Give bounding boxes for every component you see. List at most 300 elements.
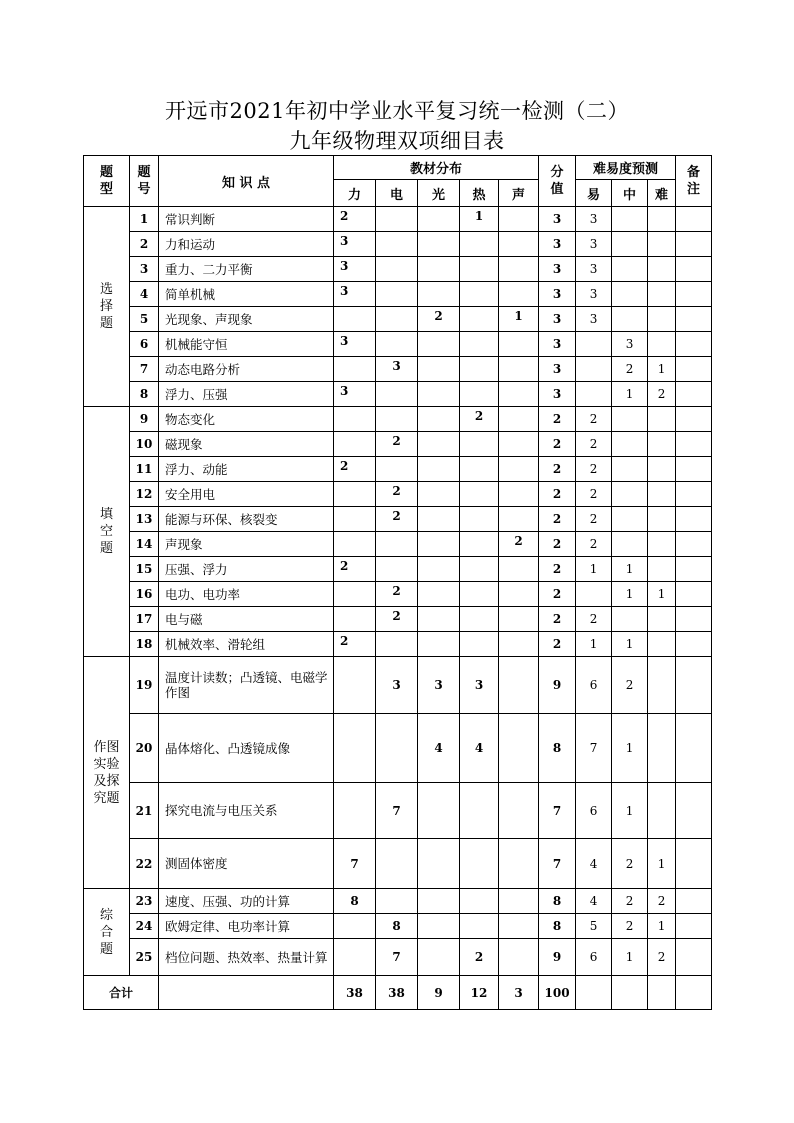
cell-score: 2 bbox=[539, 482, 576, 507]
cell-electric: 2 bbox=[376, 432, 418, 457]
table-row bbox=[84, 207, 712, 232]
cell-force: 2 bbox=[334, 207, 376, 232]
cell-score: 8 bbox=[539, 714, 576, 783]
cell-sound bbox=[499, 914, 539, 939]
header-sound: 声 bbox=[499, 180, 539, 207]
cell-hard bbox=[648, 607, 676, 632]
cell-force: 3 bbox=[334, 232, 376, 257]
cell-sound bbox=[499, 657, 539, 714]
table-row bbox=[84, 914, 712, 939]
cell-medium bbox=[612, 307, 648, 332]
cell-easy: 3 bbox=[576, 207, 612, 232]
cell-easy: 4 bbox=[576, 839, 612, 889]
cell-force bbox=[334, 939, 376, 976]
cell-easy bbox=[576, 332, 612, 357]
question-number: 3 bbox=[130, 257, 159, 282]
cell-heat bbox=[460, 914, 499, 939]
question-number: 20 bbox=[130, 714, 159, 783]
cell-electric: 2 bbox=[376, 482, 418, 507]
cell-sound bbox=[499, 632, 539, 657]
header-material: 教材分布 bbox=[334, 156, 539, 180]
question-number: 4 bbox=[130, 282, 159, 307]
cell-sound bbox=[499, 357, 539, 382]
cell-notes bbox=[676, 889, 712, 914]
cell-score: 2 bbox=[539, 407, 576, 432]
cell-force bbox=[334, 357, 376, 382]
cell-sound: 1 bbox=[499, 307, 539, 332]
question-number: 21 bbox=[130, 783, 159, 839]
cell-easy: 6 bbox=[576, 783, 612, 839]
cell-hard bbox=[648, 532, 676, 557]
cell-sound bbox=[499, 382, 539, 407]
total-blank bbox=[612, 976, 648, 1010]
cell-light bbox=[418, 257, 460, 282]
question-number: 9 bbox=[130, 407, 159, 432]
cell-easy bbox=[576, 357, 612, 382]
cell-sound bbox=[499, 332, 539, 357]
cell-medium: 1 bbox=[612, 582, 648, 607]
cell-easy: 4 bbox=[576, 889, 612, 914]
cell-hard: 1 bbox=[648, 357, 676, 382]
cell-light bbox=[418, 632, 460, 657]
header-number: 题 号 bbox=[130, 156, 159, 207]
cell-heat bbox=[460, 282, 499, 307]
cell-score: 9 bbox=[539, 657, 576, 714]
cell-notes bbox=[676, 839, 712, 889]
cell-heat bbox=[460, 307, 499, 332]
cell-heat bbox=[460, 532, 499, 557]
question-number: 2 bbox=[130, 232, 159, 257]
table-row bbox=[84, 332, 712, 357]
cell-sound bbox=[499, 482, 539, 507]
question-number: 17 bbox=[130, 607, 159, 632]
cell-hard bbox=[648, 282, 676, 307]
cell-electric: 2 bbox=[376, 607, 418, 632]
cell-medium: 2 bbox=[612, 914, 648, 939]
cell-notes bbox=[676, 432, 712, 457]
document-title: 开远市2021年初中学业水平复习统一检测（二） bbox=[165, 99, 629, 123]
knowledge-topic: 探究电流与电压关系 bbox=[159, 783, 334, 839]
cell-notes bbox=[676, 357, 712, 382]
question-number: 6 bbox=[130, 332, 159, 357]
cell-electric bbox=[376, 714, 418, 783]
header-easy: 易 bbox=[576, 180, 612, 207]
cell-light bbox=[418, 207, 460, 232]
knowledge-topic: 压强、浮力 bbox=[159, 557, 334, 582]
cell-hard bbox=[648, 657, 676, 714]
cell-hard bbox=[648, 207, 676, 232]
cell-force bbox=[334, 582, 376, 607]
cell-light bbox=[418, 839, 460, 889]
table-row bbox=[84, 432, 712, 457]
knowledge-topic: 浮力、动能 bbox=[159, 457, 334, 482]
question-number: 13 bbox=[130, 507, 159, 532]
cell-score: 2 bbox=[539, 507, 576, 532]
table-row bbox=[84, 557, 712, 582]
cell-force: 7 bbox=[334, 839, 376, 889]
knowledge-topic: 物态变化 bbox=[159, 407, 334, 432]
cell-light bbox=[418, 357, 460, 382]
total-knowledge-blank bbox=[159, 976, 334, 1010]
cell-medium bbox=[612, 207, 648, 232]
total-blank bbox=[576, 976, 612, 1010]
cell-hard bbox=[648, 557, 676, 582]
cell-medium: 1 bbox=[612, 382, 648, 407]
cell-medium: 1 bbox=[612, 714, 648, 783]
category-comprehensive: 综 合 题 bbox=[84, 889, 130, 976]
cell-notes bbox=[676, 407, 712, 432]
cell-heat: 4 bbox=[460, 714, 499, 783]
cell-sound bbox=[499, 783, 539, 839]
cell-force: 2 bbox=[334, 457, 376, 482]
table-row bbox=[84, 657, 712, 714]
cell-heat bbox=[460, 632, 499, 657]
cell-electric bbox=[376, 257, 418, 282]
question-number: 8 bbox=[130, 382, 159, 407]
question-number: 23 bbox=[130, 889, 159, 914]
cell-medium bbox=[612, 482, 648, 507]
knowledge-topic: 能源与环保、核裂变 bbox=[159, 507, 334, 532]
question-number: 16 bbox=[130, 582, 159, 607]
cell-notes bbox=[676, 714, 712, 783]
table-row bbox=[84, 582, 712, 607]
cell-heat: 1 bbox=[460, 207, 499, 232]
cell-medium: 2 bbox=[612, 889, 648, 914]
cell-hard bbox=[648, 257, 676, 282]
cell-easy: 2 bbox=[576, 482, 612, 507]
cell-electric: 8 bbox=[376, 914, 418, 939]
total-blank bbox=[648, 976, 676, 1010]
question-number: 7 bbox=[130, 357, 159, 382]
cell-hard: 2 bbox=[648, 382, 676, 407]
cell-easy: 2 bbox=[576, 457, 612, 482]
cell-score: 3 bbox=[539, 282, 576, 307]
question-number: 5 bbox=[130, 307, 159, 332]
cell-score: 2 bbox=[539, 532, 576, 557]
cell-hard: 1 bbox=[648, 914, 676, 939]
cell-heat bbox=[460, 783, 499, 839]
knowledge-topic: 声现象 bbox=[159, 532, 334, 557]
cell-electric bbox=[376, 632, 418, 657]
cell-electric bbox=[376, 557, 418, 582]
cell-notes bbox=[676, 382, 712, 407]
cell-medium: 1 bbox=[612, 783, 648, 839]
cell-sound bbox=[499, 714, 539, 783]
cell-easy: 3 bbox=[576, 232, 612, 257]
cell-light bbox=[418, 507, 460, 532]
table-row bbox=[84, 407, 712, 432]
cell-electric: 3 bbox=[376, 657, 418, 714]
cell-notes bbox=[676, 282, 712, 307]
cell-score: 2 bbox=[539, 632, 576, 657]
cell-heat bbox=[460, 482, 499, 507]
header-difficulty: 难易度预测 bbox=[576, 156, 676, 180]
cell-easy: 1 bbox=[576, 632, 612, 657]
cell-hard: 1 bbox=[648, 582, 676, 607]
cell-easy: 2 bbox=[576, 532, 612, 557]
question-number: 11 bbox=[130, 457, 159, 482]
cell-electric bbox=[376, 382, 418, 407]
cell-score: 3 bbox=[539, 307, 576, 332]
cell-electric: 7 bbox=[376, 939, 418, 976]
cell-sound bbox=[499, 839, 539, 889]
cell-electric bbox=[376, 307, 418, 332]
knowledge-topic: 电功、电功率 bbox=[159, 582, 334, 607]
cell-force bbox=[334, 307, 376, 332]
cell-force bbox=[334, 607, 376, 632]
knowledge-topic: 档位问题、热效率、热量计算 bbox=[159, 939, 334, 976]
knowledge-topic: 速度、压强、功的计算 bbox=[159, 889, 334, 914]
cell-score: 2 bbox=[539, 432, 576, 457]
cell-light: 4 bbox=[418, 714, 460, 783]
header-light: 光 bbox=[418, 180, 460, 207]
cell-medium: 1 bbox=[612, 557, 648, 582]
cell-score: 3 bbox=[539, 357, 576, 382]
cell-notes bbox=[676, 657, 712, 714]
cell-force bbox=[334, 914, 376, 939]
cell-light bbox=[418, 382, 460, 407]
cell-light bbox=[418, 332, 460, 357]
total-sound: 3 bbox=[499, 976, 539, 1010]
table-row bbox=[84, 783, 712, 839]
cell-hard bbox=[648, 332, 676, 357]
question-number: 25 bbox=[130, 939, 159, 976]
category-experiment: 作图 实验 及探 究题 bbox=[84, 657, 130, 889]
cell-heat: 2 bbox=[460, 939, 499, 976]
cell-sound bbox=[499, 407, 539, 432]
cell-heat bbox=[460, 432, 499, 457]
total-label: 合计 bbox=[84, 976, 159, 1010]
table-row bbox=[84, 382, 712, 407]
category-choice: 选 择 题 bbox=[84, 207, 130, 407]
cell-easy: 5 bbox=[576, 914, 612, 939]
cell-notes bbox=[676, 783, 712, 839]
cell-notes bbox=[676, 257, 712, 282]
cell-sound bbox=[499, 232, 539, 257]
total-electric: 38 bbox=[376, 976, 418, 1010]
cell-notes bbox=[676, 607, 712, 632]
cell-sound: 2 bbox=[499, 532, 539, 557]
document-subtitle: 九年级物理双项细目表 bbox=[289, 129, 505, 153]
cell-light bbox=[418, 582, 460, 607]
cell-easy: 3 bbox=[576, 307, 612, 332]
cell-electric: 3 bbox=[376, 357, 418, 382]
knowledge-topic: 机械效率、滑轮组 bbox=[159, 632, 334, 657]
cell-notes bbox=[676, 582, 712, 607]
total-row bbox=[84, 976, 712, 1010]
cell-notes bbox=[676, 507, 712, 532]
knowledge-topic: 浮力、压强 bbox=[159, 382, 334, 407]
header-knowledge: 知 识 点 bbox=[159, 156, 334, 207]
header-electric: 电 bbox=[376, 180, 418, 207]
cell-light bbox=[418, 457, 460, 482]
cell-sound bbox=[499, 889, 539, 914]
cell-score: 9 bbox=[539, 939, 576, 976]
cell-score: 8 bbox=[539, 914, 576, 939]
question-number: 24 bbox=[130, 914, 159, 939]
cell-heat: 2 bbox=[460, 407, 499, 432]
knowledge-topic: 简单机械 bbox=[159, 282, 334, 307]
cell-hard bbox=[648, 232, 676, 257]
cell-notes bbox=[676, 232, 712, 257]
cell-hard bbox=[648, 714, 676, 783]
cell-easy: 3 bbox=[576, 257, 612, 282]
cell-easy bbox=[576, 582, 612, 607]
cell-score: 2 bbox=[539, 607, 576, 632]
cell-force bbox=[334, 714, 376, 783]
total-heat: 12 bbox=[460, 976, 499, 1010]
knowledge-topic: 欧姆定律、电功率计算 bbox=[159, 914, 334, 939]
question-number: 19 bbox=[130, 657, 159, 714]
knowledge-topic: 光现象、声现象 bbox=[159, 307, 334, 332]
cell-medium: 2 bbox=[612, 357, 648, 382]
cell-heat bbox=[460, 382, 499, 407]
cell-hard bbox=[648, 507, 676, 532]
cell-notes bbox=[676, 914, 712, 939]
cell-electric bbox=[376, 839, 418, 889]
cell-light bbox=[418, 783, 460, 839]
cell-force bbox=[334, 482, 376, 507]
table-row bbox=[84, 507, 712, 532]
total-light: 9 bbox=[418, 976, 460, 1010]
cell-notes bbox=[676, 557, 712, 582]
cell-force: 3 bbox=[334, 382, 376, 407]
table-row bbox=[84, 839, 712, 889]
question-number: 12 bbox=[130, 482, 159, 507]
cell-score: 3 bbox=[539, 382, 576, 407]
knowledge-topic: 动态电路分析 bbox=[159, 357, 334, 382]
cell-medium: 2 bbox=[612, 657, 648, 714]
cell-medium bbox=[612, 257, 648, 282]
knowledge-topic: 晶体熔化、凸透镜成像 bbox=[159, 714, 334, 783]
cell-force: 3 bbox=[334, 282, 376, 307]
cell-heat bbox=[460, 257, 499, 282]
cell-sound bbox=[499, 257, 539, 282]
cell-notes bbox=[676, 939, 712, 976]
header-force: 力 bbox=[334, 180, 376, 207]
cell-hard bbox=[648, 457, 676, 482]
cell-hard: 2 bbox=[648, 939, 676, 976]
cell-hard: 1 bbox=[648, 839, 676, 889]
cell-hard bbox=[648, 432, 676, 457]
cell-electric bbox=[376, 457, 418, 482]
cell-force: 2 bbox=[334, 557, 376, 582]
header-notes: 备 注 bbox=[676, 156, 712, 207]
header-hard: 难 bbox=[648, 180, 676, 207]
cell-hard bbox=[648, 783, 676, 839]
cell-light bbox=[418, 939, 460, 976]
cell-score: 2 bbox=[539, 582, 576, 607]
cell-sound bbox=[499, 607, 539, 632]
cell-light bbox=[418, 557, 460, 582]
cell-easy: 2 bbox=[576, 607, 612, 632]
knowledge-topic: 温度计读数；凸透镜、电磁学作图 bbox=[159, 657, 334, 714]
cell-force: 8 bbox=[334, 889, 376, 914]
cell-electric: 7 bbox=[376, 783, 418, 839]
cell-light bbox=[418, 532, 460, 557]
cell-notes bbox=[676, 632, 712, 657]
cell-heat bbox=[460, 232, 499, 257]
cell-easy: 2 bbox=[576, 432, 612, 457]
cell-sound bbox=[499, 457, 539, 482]
cell-score: 2 bbox=[539, 557, 576, 582]
knowledge-topic: 重力、二力平衡 bbox=[159, 257, 334, 282]
question-number: 22 bbox=[130, 839, 159, 889]
cell-hard bbox=[648, 482, 676, 507]
table-row bbox=[84, 889, 712, 914]
total-score: 100 bbox=[539, 976, 576, 1010]
cell-sound bbox=[499, 432, 539, 457]
cell-force bbox=[334, 432, 376, 457]
cell-notes bbox=[676, 482, 712, 507]
question-number: 15 bbox=[130, 557, 159, 582]
cell-electric bbox=[376, 407, 418, 432]
spec-table bbox=[83, 155, 712, 1010]
cell-light bbox=[418, 889, 460, 914]
knowledge-topic: 测固体密度 bbox=[159, 839, 334, 889]
cell-medium bbox=[612, 532, 648, 557]
cell-light: 2 bbox=[418, 307, 460, 332]
cell-score: 7 bbox=[539, 839, 576, 889]
cell-force bbox=[334, 657, 376, 714]
cell-easy: 6 bbox=[576, 939, 612, 976]
table-row bbox=[84, 357, 712, 382]
cell-score: 8 bbox=[539, 889, 576, 914]
cell-score: 2 bbox=[539, 457, 576, 482]
cell-score: 3 bbox=[539, 207, 576, 232]
cell-medium bbox=[612, 232, 648, 257]
table-row bbox=[84, 632, 712, 657]
cell-score: 3 bbox=[539, 257, 576, 282]
cell-medium bbox=[612, 432, 648, 457]
cell-force bbox=[334, 783, 376, 839]
cell-score: 7 bbox=[539, 783, 576, 839]
knowledge-topic: 常识判断 bbox=[159, 207, 334, 232]
cell-light bbox=[418, 432, 460, 457]
cell-force bbox=[334, 507, 376, 532]
cell-electric bbox=[376, 282, 418, 307]
knowledge-topic: 磁现象 bbox=[159, 432, 334, 457]
knowledge-topic: 安全用电 bbox=[159, 482, 334, 507]
table-row bbox=[84, 307, 712, 332]
question-number: 18 bbox=[130, 632, 159, 657]
cell-heat bbox=[460, 839, 499, 889]
cell-medium bbox=[612, 457, 648, 482]
cell-sound bbox=[499, 557, 539, 582]
cell-hard bbox=[648, 307, 676, 332]
cell-easy: 2 bbox=[576, 507, 612, 532]
cell-heat bbox=[460, 332, 499, 357]
table-row bbox=[84, 457, 712, 482]
cell-heat bbox=[460, 357, 499, 382]
cell-score: 3 bbox=[539, 232, 576, 257]
cell-heat bbox=[460, 557, 499, 582]
cell-hard: 2 bbox=[648, 889, 676, 914]
cell-force: 2 bbox=[334, 632, 376, 657]
table-row bbox=[84, 282, 712, 307]
cell-sound bbox=[499, 507, 539, 532]
cell-hard bbox=[648, 632, 676, 657]
cell-electric: 2 bbox=[376, 507, 418, 532]
cell-notes bbox=[676, 457, 712, 482]
cell-easy: 2 bbox=[576, 407, 612, 432]
cell-easy: 6 bbox=[576, 657, 612, 714]
table-row bbox=[84, 257, 712, 282]
cell-heat bbox=[460, 607, 499, 632]
cell-heat bbox=[460, 582, 499, 607]
cell-electric: 2 bbox=[376, 582, 418, 607]
header-type: 题 型 bbox=[84, 156, 130, 207]
